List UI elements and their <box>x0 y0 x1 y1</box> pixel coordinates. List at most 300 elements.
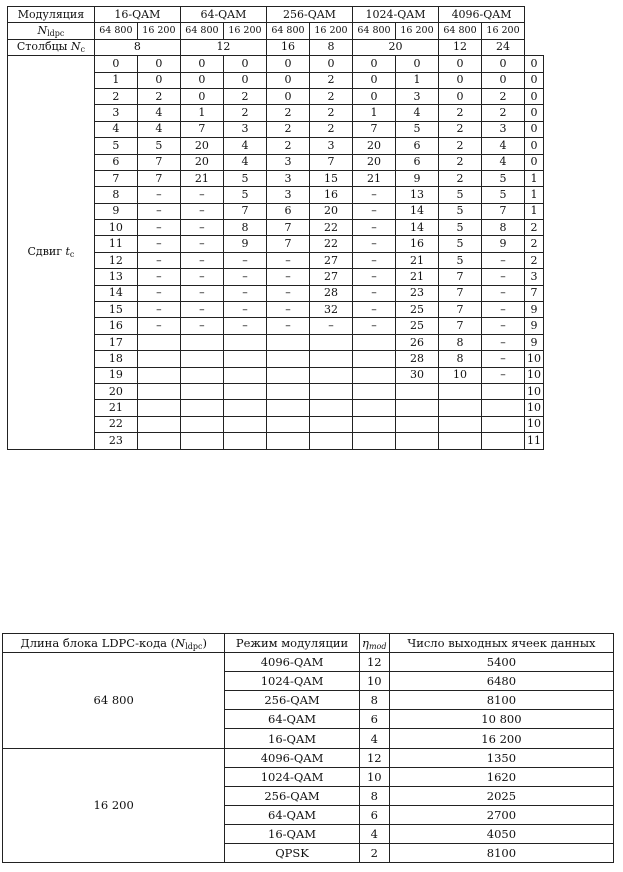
shift-value: 0 <box>223 56 266 72</box>
cells-cell: 4050 <box>389 824 613 843</box>
shift-value: – <box>223 269 266 285</box>
cells-cell: 6480 <box>389 672 613 691</box>
shift-value: 3 <box>223 121 266 137</box>
shift-index: 7 <box>94 170 137 186</box>
shift-value: 5 <box>223 170 266 186</box>
cells-cell: 10 800 <box>389 710 613 729</box>
shift-value: 7 <box>309 154 352 170</box>
shift-value: 2 <box>266 138 309 154</box>
shift-value <box>482 400 525 416</box>
shift-value: 0 <box>439 88 482 104</box>
shift-value: 0 <box>482 72 525 88</box>
shift-index: 15 <box>94 302 137 318</box>
shift-value: 30 <box>396 367 439 383</box>
shift-value: 0 <box>180 88 223 104</box>
shift-value: 26 <box>396 334 439 350</box>
shift-value: 2 <box>525 220 544 236</box>
shift-value: 7 <box>482 203 525 219</box>
shift-value <box>396 433 439 449</box>
shift-value <box>309 351 352 367</box>
shift-value: 7 <box>137 154 180 170</box>
mode-cell: 64-QAM <box>225 805 359 824</box>
shift-value: 0 <box>266 72 309 88</box>
columns-value: 16 <box>266 39 309 55</box>
shift-value: 5 <box>137 138 180 154</box>
shift-value: 2 <box>309 105 352 121</box>
shift-value <box>439 433 482 449</box>
shift-value: 5 <box>482 187 525 203</box>
shift-value: – <box>223 318 266 334</box>
shift-value <box>137 400 180 416</box>
shift-index: 17 <box>94 334 137 350</box>
mode-cell: 1024-QAM <box>225 672 359 691</box>
shift-value: 5 <box>223 187 266 203</box>
cells-cell: 8100 <box>389 844 613 863</box>
shift-value: 9 <box>482 236 525 252</box>
shift-value <box>223 400 266 416</box>
cells-cell: 5400 <box>389 653 613 672</box>
shift-value: 0 <box>525 56 544 72</box>
shift-value <box>396 416 439 432</box>
cells-cell: 16 200 <box>389 729 613 748</box>
shift-value: 7 <box>137 170 180 186</box>
shift-value: 7 <box>439 302 482 318</box>
shift-value: – <box>137 269 180 285</box>
shift-value: 4 <box>137 105 180 121</box>
eta-cell: 12 <box>359 653 389 672</box>
shift-index: 20 <box>94 383 137 399</box>
shift-value: 22 <box>309 220 352 236</box>
shift-value <box>309 383 352 399</box>
shift-value: 5 <box>396 121 439 137</box>
shift-value: 20 <box>352 154 395 170</box>
shift-value: – <box>266 285 309 301</box>
shift-value <box>266 334 309 350</box>
shift-value: – <box>137 203 180 219</box>
shift-value: 23 <box>396 285 439 301</box>
eta-cell: 2 <box>359 844 389 863</box>
shift-value: 1 <box>525 187 544 203</box>
shift-index: 6 <box>94 154 137 170</box>
shift-value: 3 <box>482 121 525 137</box>
shift-value: 8 <box>223 220 266 236</box>
eta-cell: 4 <box>359 824 389 843</box>
shift-value: 2 <box>309 72 352 88</box>
shift-value <box>482 383 525 399</box>
columns-value: 12 <box>439 39 482 55</box>
shift-value: 0 <box>525 138 544 154</box>
eta-cell: 12 <box>359 748 389 767</box>
shift-value: – <box>180 302 223 318</box>
shift-value: 10 <box>525 351 544 367</box>
shift-value: – <box>223 302 266 318</box>
shift-value: 5 <box>439 220 482 236</box>
shift-value: 4 <box>396 105 439 121</box>
shift-value <box>223 416 266 432</box>
shift-value: 7 <box>439 318 482 334</box>
shift-value: 14 <box>396 220 439 236</box>
shift-value: – <box>223 285 266 301</box>
block-length-cell: 16 200 <box>3 748 225 863</box>
shift-value: 0 <box>309 56 352 72</box>
shift-value <box>137 416 180 432</box>
mode-cell: 256-QAM <box>225 786 359 805</box>
shift-value <box>439 416 482 432</box>
shift-value: 4 <box>223 138 266 154</box>
eta-cell: 4 <box>359 729 389 748</box>
shift-value: 7 <box>266 236 309 252</box>
length-cell: 16 200 <box>309 23 352 39</box>
shift-value: 3 <box>266 187 309 203</box>
eta-cell: 10 <box>359 767 389 786</box>
shift-value: 27 <box>309 269 352 285</box>
shift-value: – <box>266 302 309 318</box>
shift-value <box>180 367 223 383</box>
shift-value <box>137 433 180 449</box>
shift-value: 2 <box>266 121 309 137</box>
shift-value <box>180 383 223 399</box>
shift-index: 19 <box>94 367 137 383</box>
shift-value: 2 <box>482 88 525 104</box>
mode-cell: 4096-QAM <box>225 653 359 672</box>
mode-cell: 4096-QAM <box>225 748 359 767</box>
shift-value: 25 <box>396 302 439 318</box>
shift-value <box>223 433 266 449</box>
shift-value <box>266 367 309 383</box>
shift-value: – <box>180 285 223 301</box>
shift-value <box>137 383 180 399</box>
shift-index: 0 <box>94 56 137 72</box>
cells-header: Число выходных ячеек данных <box>389 634 613 653</box>
shift-value: 2 <box>439 154 482 170</box>
shift-value: 0 <box>439 56 482 72</box>
shift-value: 4 <box>482 138 525 154</box>
shift-value: 5 <box>439 236 482 252</box>
modulation-label: Модуляция <box>8 7 95 23</box>
shift-value <box>439 400 482 416</box>
cells-cell: 2700 <box>389 805 613 824</box>
columns-label: Столбцы $N_c$ <box>8 39 95 55</box>
shift-index: 9 <box>94 203 137 219</box>
shift-value: – <box>482 334 525 350</box>
shift-value: 0 <box>525 88 544 104</box>
shift-value: 8 <box>439 351 482 367</box>
mode-cell: 256-QAM <box>225 691 359 710</box>
shift-value: 0 <box>180 56 223 72</box>
shift-value: 10 <box>525 367 544 383</box>
length-cell: 16 200 <box>137 23 180 39</box>
shift-value: 15 <box>309 170 352 186</box>
shift-value <box>439 383 482 399</box>
eta-header: $\eta_{mod}$ <box>359 634 389 653</box>
shift-value: – <box>482 269 525 285</box>
shift-value: 27 <box>309 252 352 268</box>
shift-value: 1 <box>525 203 544 219</box>
shift-value: 2 <box>439 170 482 186</box>
shift-value: – <box>180 252 223 268</box>
shift-value: 21 <box>180 170 223 186</box>
shift-label: Сдвиг $t_c$ <box>8 56 95 449</box>
shift-value: – <box>137 236 180 252</box>
shift-value: – <box>266 318 309 334</box>
shift-value: 0 <box>525 105 544 121</box>
column-twist-table-body <box>8 7 544 450</box>
shift-value: 2 <box>482 105 525 121</box>
shift-value <box>309 334 352 350</box>
output-row <box>3 653 614 672</box>
shift-value: 21 <box>352 170 395 186</box>
shift-value: 0 <box>266 56 309 72</box>
shift-value: – <box>482 351 525 367</box>
shift-value: 0 <box>137 56 180 72</box>
shift-index: 10 <box>94 220 137 236</box>
shift-value: – <box>137 318 180 334</box>
shift-value: 9 <box>525 334 544 350</box>
shift-value <box>266 383 309 399</box>
shift-value <box>137 334 180 350</box>
block-length-header: Длина блока LDPC-кода $(N_{ldpc})$ <box>3 634 225 653</box>
shift-value: 0 <box>396 56 439 72</box>
modulation-header-row <box>8 7 544 23</box>
shift-value: 3 <box>396 88 439 104</box>
shift-value <box>309 367 352 383</box>
shift-value: – <box>352 220 395 236</box>
shift-value: 10 <box>525 400 544 416</box>
shift-index: 16 <box>94 318 137 334</box>
shift-value: 6 <box>396 138 439 154</box>
shift-value: 1 <box>352 105 395 121</box>
cells-cell: 8100 <box>389 691 613 710</box>
shift-value: – <box>180 318 223 334</box>
shift-value: 8 <box>482 220 525 236</box>
columns-value: 8 <box>309 39 352 55</box>
shift-value: 2 <box>309 121 352 137</box>
shift-value <box>180 334 223 350</box>
mode-cell: 16-QAM <box>225 824 359 843</box>
shift-value: 0 <box>352 56 395 72</box>
shift-index: 1 <box>94 72 137 88</box>
shift-value: – <box>352 236 395 252</box>
shift-value: 2 <box>525 252 544 268</box>
shift-value <box>137 367 180 383</box>
shift-value <box>266 433 309 449</box>
output-header-row <box>3 634 614 653</box>
shift-value: – <box>352 269 395 285</box>
length-cell: 64 800 <box>352 23 395 39</box>
shift-value: 21 <box>396 269 439 285</box>
shift-value <box>180 416 223 432</box>
shift-value: 9 <box>525 302 544 318</box>
shift-value: 2 <box>223 105 266 121</box>
shift-value: 13 <box>396 187 439 203</box>
eta-cell: 6 <box>359 805 389 824</box>
shift-value <box>309 433 352 449</box>
shift-value: – <box>482 367 525 383</box>
shift-value: 0 <box>137 72 180 88</box>
shift-value: 0 <box>223 72 266 88</box>
eta-cell: 8 <box>359 786 389 805</box>
shift-value <box>352 334 395 350</box>
columns-value: 8 <box>94 39 180 55</box>
output-row <box>3 748 614 767</box>
eta-cell: 6 <box>359 710 389 729</box>
shift-index: 21 <box>94 400 137 416</box>
shift-value <box>266 416 309 432</box>
shift-value: 4 <box>137 121 180 137</box>
eta-cell: 10 <box>359 672 389 691</box>
columns-value: 12 <box>180 39 266 55</box>
length-cell: 16 200 <box>482 23 525 39</box>
columns-row <box>8 39 544 55</box>
shift-value: – <box>180 269 223 285</box>
shift-value <box>396 383 439 399</box>
shift-value: – <box>352 318 395 334</box>
shift-value: 2 <box>439 121 482 137</box>
shift-value: 1 <box>525 170 544 186</box>
shift-value: – <box>482 302 525 318</box>
nldpc-label: $N_{ldpc}$ <box>8 23 95 39</box>
shift-value: 2 <box>309 88 352 104</box>
shift-value: 1 <box>396 72 439 88</box>
shift-value: 4 <box>482 154 525 170</box>
shift-value <box>266 400 309 416</box>
shift-value: 20 <box>352 138 395 154</box>
shift-value: – <box>482 285 525 301</box>
shift-value: 9 <box>223 236 266 252</box>
shift-index: 23 <box>94 433 137 449</box>
shift-value <box>180 351 223 367</box>
shift-value: 3 <box>309 138 352 154</box>
shift-value: 0 <box>180 72 223 88</box>
mode-cell: QPSK <box>225 844 359 863</box>
shift-value: – <box>352 302 395 318</box>
length-cell: 16 200 <box>223 23 266 39</box>
shift-value: 7 <box>223 203 266 219</box>
cells-cell: 2025 <box>389 786 613 805</box>
shift-value: 2 <box>439 105 482 121</box>
shift-value <box>352 351 395 367</box>
shift-value: 0 <box>352 88 395 104</box>
shift-value <box>482 416 525 432</box>
columns-value: 24 <box>482 39 525 55</box>
shift-value: – <box>180 203 223 219</box>
column-twist-table <box>7 6 544 450</box>
mode-cell: 1024-QAM <box>225 767 359 786</box>
shift-value <box>223 367 266 383</box>
shift-value: 5 <box>439 187 482 203</box>
shift-value: 1 <box>180 105 223 121</box>
mod-16qam: 16-QAM <box>94 7 180 23</box>
shift-index: 8 <box>94 187 137 203</box>
shift-value: 2 <box>439 138 482 154</box>
shift-value: 2 <box>137 88 180 104</box>
shift-value: 0 <box>352 72 395 88</box>
shift-value: – <box>352 203 395 219</box>
shift-value: 3 <box>266 170 309 186</box>
shift-value: 0 <box>482 56 525 72</box>
length-cell: 64 800 <box>266 23 309 39</box>
shift-value: – <box>137 285 180 301</box>
shift-value: 7 <box>439 269 482 285</box>
shift-value: 14 <box>396 203 439 219</box>
length-cell: 64 800 <box>180 23 223 39</box>
shift-value: 20 <box>180 138 223 154</box>
shift-value <box>352 383 395 399</box>
shift-value <box>309 416 352 432</box>
shift-index: 3 <box>94 105 137 121</box>
mod-256qam: 256-QAM <box>266 7 352 23</box>
shift-value: 5 <box>482 170 525 186</box>
shift-value: 16 <box>396 236 439 252</box>
shift-value: – <box>266 269 309 285</box>
shift-index: 2 <box>94 88 137 104</box>
shift-index: 18 <box>94 351 137 367</box>
shift-value: – <box>223 252 266 268</box>
shift-value <box>352 400 395 416</box>
shift-value: 9 <box>396 170 439 186</box>
shift-value: – <box>482 252 525 268</box>
shift-value: 8 <box>439 334 482 350</box>
cells-cell: 1350 <box>389 748 613 767</box>
shift-value: 2 <box>266 105 309 121</box>
shift-value: 7 <box>180 121 223 137</box>
shift-index: 11 <box>94 236 137 252</box>
block-length-cell: 64 800 <box>3 653 225 748</box>
eta-cell: 8 <box>359 691 389 710</box>
shift-value: 11 <box>525 433 544 449</box>
shift-value: 10 <box>525 416 544 432</box>
shift-value: 2 <box>223 88 266 104</box>
shift-index: 14 <box>94 285 137 301</box>
shift-value: – <box>352 285 395 301</box>
shift-value: – <box>180 220 223 236</box>
shift-value: 0 <box>266 88 309 104</box>
shift-value: – <box>266 252 309 268</box>
shift-value: – <box>352 187 395 203</box>
mod-64qam: 64-QAM <box>180 7 266 23</box>
nldpc-header-row <box>8 23 544 39</box>
shift-value <box>396 400 439 416</box>
shift-row <box>8 56 544 72</box>
mod-4096qam: 4096-QAM <box>439 7 525 23</box>
shift-value: 10 <box>439 367 482 383</box>
shift-value <box>223 334 266 350</box>
shift-value: 0 <box>525 121 544 137</box>
cells-cell: 1620 <box>389 767 613 786</box>
shift-value: 20 <box>180 154 223 170</box>
shift-value: 5 <box>439 252 482 268</box>
shift-value: – <box>352 252 395 268</box>
shift-value: 28 <box>396 351 439 367</box>
shift-value <box>180 400 223 416</box>
mode-cell: 16-QAM <box>225 729 359 748</box>
shift-value: 16 <box>309 187 352 203</box>
shift-value: 4 <box>223 154 266 170</box>
shift-value: 2 <box>525 236 544 252</box>
shift-value: – <box>137 220 180 236</box>
shift-value <box>266 351 309 367</box>
shift-value: – <box>309 318 352 334</box>
output-cells-table <box>2 633 614 863</box>
shift-value: – <box>482 318 525 334</box>
shift-value <box>482 433 525 449</box>
output-cells-table-body <box>3 634 614 863</box>
columns-value: 20 <box>352 39 438 55</box>
shift-value: 22 <box>309 236 352 252</box>
shift-value: – <box>180 236 223 252</box>
shift-value: 3 <box>266 154 309 170</box>
shift-value: 32 <box>309 302 352 318</box>
